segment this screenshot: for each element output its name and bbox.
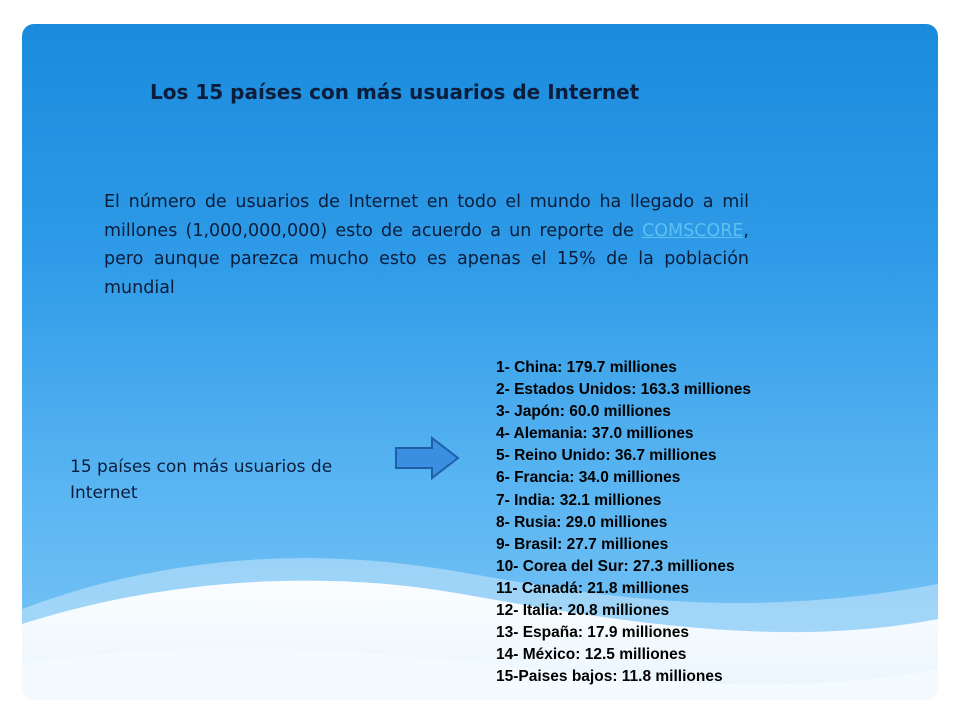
intro-text-after: , pero aunque parezca mucho esto es apenas el 15% de la población mundial [104,220,749,298]
list-item: 3- Japón: 60.0 milliones [496,403,671,421]
list-item: 7- India: 32.1 milliones [496,491,662,509]
wave-decoration [22,24,938,700]
intro-paragraph [104,188,749,302]
right-arrow-icon [394,436,460,480]
list-item: 5- Reino Unido: 36.7 milliones [496,447,717,465]
list-item: 8- Rusia: 29.0 milliones [496,513,668,531]
list-item: 14- México: 12.5 milliones [496,646,687,664]
list-item: 4- Alemania: 37.0 milliones [496,425,694,443]
list-item: 6- Francia: 34.0 milliones [496,469,681,487]
slide [22,24,938,700]
side-label: 15 países con más usuarios de Internet [70,457,333,503]
list-item: 9- Brasil: 27.7 milliones [496,535,669,553]
country-list [496,357,751,688]
list-item: 1- China: 179.7 milliones [496,359,677,376]
intro-text-before: El número de usuarios de Internet en todo el mundo ha llegado a mil millones (1,000,000,000) esto de acuerdo a un reporte de [104,192,749,241]
list-item: 12- Italia: 20.8 milliones [496,602,670,620]
list-item: 10- Corea del Sur: 27.3 milliones [496,557,735,575]
slide-title: Los 15 países con más usuarios de Internet [150,80,640,104]
comscore-link[interactable]: COMSCORE [642,220,744,241]
list-item: 2- Estados Unidos: 163.3 milliones [496,381,751,399]
list-item: 11- Canadá: 21.8 milliones [496,579,689,597]
list-item: 15-Paises bajos: 11.8 milliones [496,668,723,686]
list-item: 13- España: 17.9 milliones [496,624,689,642]
